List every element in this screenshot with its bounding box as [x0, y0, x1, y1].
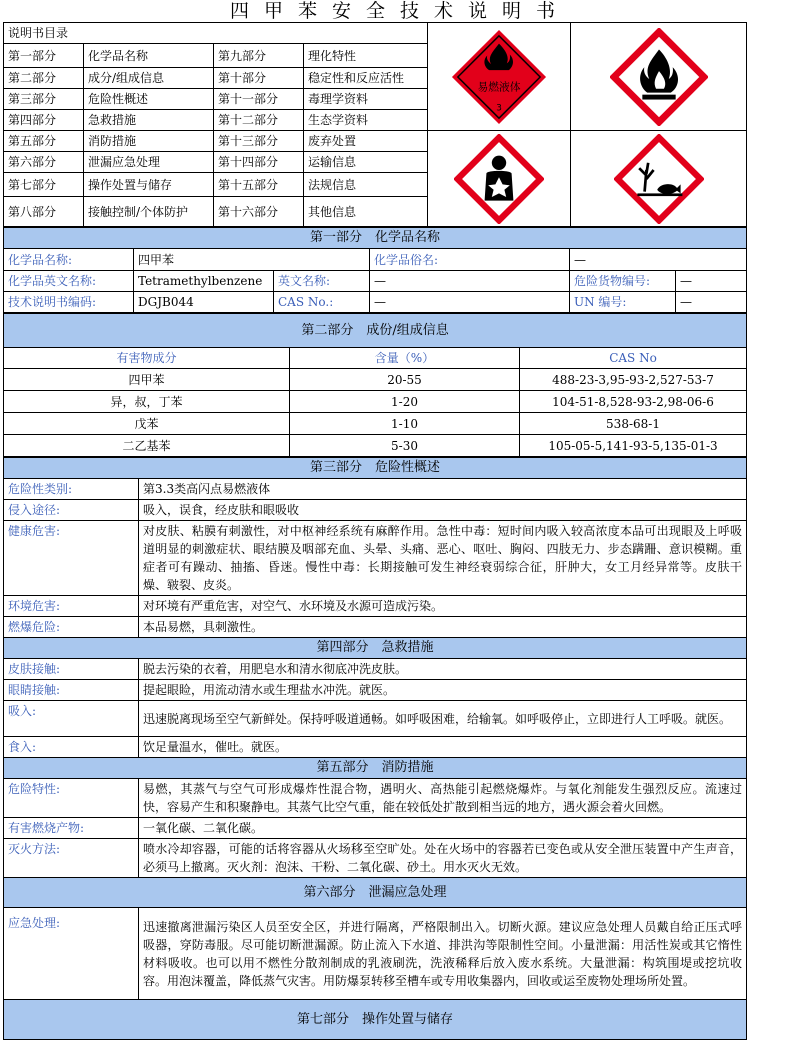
dangerous-goods-value: —: [676, 271, 747, 292]
exposure-route-value: 吸入，误食，经皮肤和眼吸收: [139, 500, 747, 521]
skin-contact-label: 皮肤接触:: [4, 659, 139, 680]
health-hazard-label: 健康危害:: [4, 521, 139, 596]
section-4-header: 第四部分 急救措施: [4, 638, 747, 659]
section-3-header: 第三部分 危险性概述: [4, 458, 747, 479]
common-name-value: —: [570, 249, 747, 271]
toc-table: [3, 22, 747, 227]
document-title: 四甲苯安全技术说明书: [229, 0, 570, 22]
hazard-class-value: 第3.3类高闪点易燃液体: [139, 479, 747, 500]
toc-part: 第十二部分: [214, 110, 304, 131]
section-2-header: 第二部分 成份/组成信息: [4, 314, 747, 348]
toc-part: 第三部分: [4, 89, 84, 110]
environment-hazard-value: 对环境有严重危害，对空气、水环境及水源可造成污染。: [139, 596, 747, 617]
section-7-header: 第七部分 操作处置与储存: [4, 1000, 747, 1040]
pictogram-cell: [428, 23, 571, 131]
toc-part: 第八部分: [4, 197, 84, 227]
toc-part: 第十四部分: [214, 152, 304, 173]
chemical-name-value: 四甲苯: [134, 249, 370, 271]
toc-part: 第十部分: [214, 68, 304, 89]
toc-part: 第六部分: [4, 152, 84, 173]
toc-part: 第十三部分: [214, 131, 304, 152]
pictogram-cell: [428, 131, 571, 227]
chemical-name-label: 化学品名称:: [4, 249, 134, 271]
toc-part: 第一部分: [4, 44, 84, 68]
toc-part: 第九部分: [214, 44, 304, 68]
inhalation-value: 迅速脱离现场至空气新鲜处。保持呼吸道通畅。如呼吸困难，给输氧。如呼吸停止，立即进行人工呼吸。就医。: [139, 701, 747, 737]
section-1-table: [3, 227, 747, 313]
toc-title: 法规信息: [304, 173, 428, 197]
component-name: 四甲苯: [4, 369, 290, 391]
column-header: 含量（%）: [290, 348, 520, 369]
toc-title: 运输信息: [304, 152, 428, 173]
pictogram-cell: [571, 23, 747, 131]
toc-title: 成分/组成信息: [84, 68, 214, 89]
skin-contact-value: 脱去污染的衣着，用肥皂水和清水彻底冲洗皮肤。: [139, 659, 747, 680]
cas-label: CAS No.:: [274, 292, 370, 313]
english-name-label: 化学品英文名称:: [4, 271, 134, 292]
cas-value: —: [370, 292, 570, 313]
toc-title: 其他信息: [304, 197, 428, 227]
fire-hazard-value: 易燃，其蒸气与空气可形成爆炸性混合物，遇明火、高热能引起燃烧爆炸。与氧化剂能发生强烈反应。流速过快，容易产生和积聚静电。其蒸气比空气重，能在较低处扩散到相当远的地方，遇火源会着火回燃。: [139, 779, 747, 818]
eye-contact-label: 眼睛接触:: [4, 680, 139, 701]
component-content: 5-30: [290, 435, 520, 457]
toc-part: 第十五部分: [214, 173, 304, 197]
inhalation-label: 吸入:: [4, 701, 139, 737]
toc-title: 化学品名称: [84, 44, 214, 68]
toc-title: 操作处置与储存: [84, 173, 214, 197]
extinguishing-label: 灭火方法:: [4, 839, 139, 878]
component-cas: 538-68-1: [520, 413, 747, 435]
un-number-value: —: [676, 292, 747, 313]
common-name-label: 化学品俗名:: [370, 249, 570, 271]
column-header: CAS No: [520, 348, 747, 369]
toc-part: 第七部分: [4, 173, 84, 197]
component-content: 1-20: [290, 391, 520, 413]
toc-part: 第四部分: [4, 110, 84, 131]
toc-part: 第十一部分: [214, 89, 304, 110]
fire-hazard-label: 危险特性:: [4, 779, 139, 818]
fire-explosion-value: 本品易燃，具刺激性。: [139, 617, 747, 638]
english-name-value: Tetramethylbenzene: [134, 271, 274, 292]
toc-title: 稳定性和反应活性: [304, 68, 428, 89]
flame-pictogram-icon: [610, 28, 708, 126]
component-cas: 104-51-8,528-93-2,98-06-6: [520, 391, 747, 413]
toc-title: 危险性概述: [84, 89, 214, 110]
component-name: 戊苯: [4, 413, 290, 435]
toc-title: 理化特性: [304, 44, 428, 68]
component-cas: 488-23-3,95-93-2,527-53-7: [520, 369, 747, 391]
environment-pictogram-icon: [614, 134, 704, 224]
toc-part: 第十六部分: [214, 197, 304, 227]
health-hazard-pictogram-icon: [454, 134, 544, 224]
eye-contact-value: 提起眼睑，用流动清水或生理盐水冲洗。就医。: [139, 680, 747, 701]
sheet-code-value: DGJB044: [134, 292, 274, 313]
extinguishing-value: 喷水冷却容器，可能的话将容器从火场移至空旷处。处在火场中的容器若已变色或从安全泄压装置中产生声音，必须马上撤离。灭火剂：泡沫、干粉、二氧化碳、砂土。用水灭火无效。: [139, 839, 747, 878]
sections-3-7-table: [3, 457, 747, 1040]
component-content: 1-10: [290, 413, 520, 435]
emergency-response-value: 迅速撤离泄漏污染区人员至安全区，并进行隔离，严格限制出入。切断火源。建议应急处理人员戴自给正压式呼吸器，穿防毒服。尽可能切断泄漏源。防止流入下水道、排洪沟等限制性空间。小量泄漏：用活性炭或其它惰性材料吸收。也可以用不燃性分散剂制成的乳液刷洗，洗液稀释后放入废水系统。大量泄漏：构筑围堤或挖坑收容。用泡沫覆盖，降低蒸气灾害。用防爆泵转移至槽车或专用收集器内，回收或运至废物处理场所处置。: [139, 908, 747, 1000]
toc-title: 接触控制/个体防护: [84, 197, 214, 227]
column-header: 有害物成分: [4, 348, 290, 369]
sheet-code-label: 技术说明书编码:: [4, 292, 134, 313]
dangerous-goods-label: 危险货物编号:: [570, 271, 676, 292]
hazard-class-number: 3: [496, 102, 502, 113]
component-content: 20-55: [290, 369, 520, 391]
section-2-table: [3, 313, 747, 457]
msds-sheet: [3, 22, 746, 1040]
toc-title: 废弃处置: [304, 131, 428, 152]
flammable-liquid-diamond-icon: [450, 28, 548, 126]
section-1-header: 第一部分 化学品名称: [4, 228, 747, 249]
toc-title: 毒理学资料: [304, 89, 428, 110]
component-cas: 105-05-5,141-93-5,135-01-3: [520, 435, 747, 457]
hazard-class-label: 危险性类别:: [4, 479, 139, 500]
un-number-label: UN 编号:: [570, 292, 676, 313]
emergency-response-label: 应急处理:: [4, 908, 139, 1000]
pictogram-cell: [571, 131, 747, 227]
combustion-products-label: 有害燃烧产物:: [4, 818, 139, 839]
toc-part: 第二部分: [4, 68, 84, 89]
component-name: 异，叔，丁苯: [4, 391, 290, 413]
component-name: 二乙基苯: [4, 435, 290, 457]
toc-title: 消防措施: [84, 131, 214, 152]
toc-title: 泄漏应急处理: [84, 152, 214, 173]
combustion-products-value: 一氧化碳、二氧化碳。: [139, 818, 747, 839]
toc-part: 第五部分: [4, 131, 84, 152]
exposure-route-label: 侵入途径:: [4, 500, 139, 521]
flammable-liquid-text: 易燃液体: [477, 80, 521, 94]
ingestion-value: 饮足量温水，催吐。就医。: [139, 737, 747, 758]
toc-title: 急救措施: [84, 110, 214, 131]
section-6-header: 第六部分 泄漏应急处理: [4, 878, 747, 908]
health-hazard-value: 对皮肤、粘膜有刺激性，对中枢神经系统有麻醉作用。急性中毒：短时间内吸入较高浓度本品可出现眼及上呼吸道明显的刺激症状、眼结膜及咽部充血、头晕、头痛、恶心、呕吐、胸闷、四肢无力、步态蹒跚、意识模糊。重症者可有躁动、抽搐、昏迷。慢性中毒：长期接触可发生神经衰弱综合征，肝肿大，女工月经异常等。皮肤干燥、皲裂、皮炎。: [139, 521, 747, 596]
toc-title: 生态学资料: [304, 110, 428, 131]
english-name2-label: 英文名称:: [274, 271, 370, 292]
section-5-header: 第五部分 消防措施: [4, 758, 747, 779]
ingestion-label: 食入:: [4, 737, 139, 758]
english-name2-value: —: [370, 271, 570, 292]
fire-explosion-label: 燃爆危险:: [4, 617, 139, 638]
environment-hazard-label: 环境危害:: [4, 596, 139, 617]
toc-heading: 说明书目录: [4, 23, 428, 44]
